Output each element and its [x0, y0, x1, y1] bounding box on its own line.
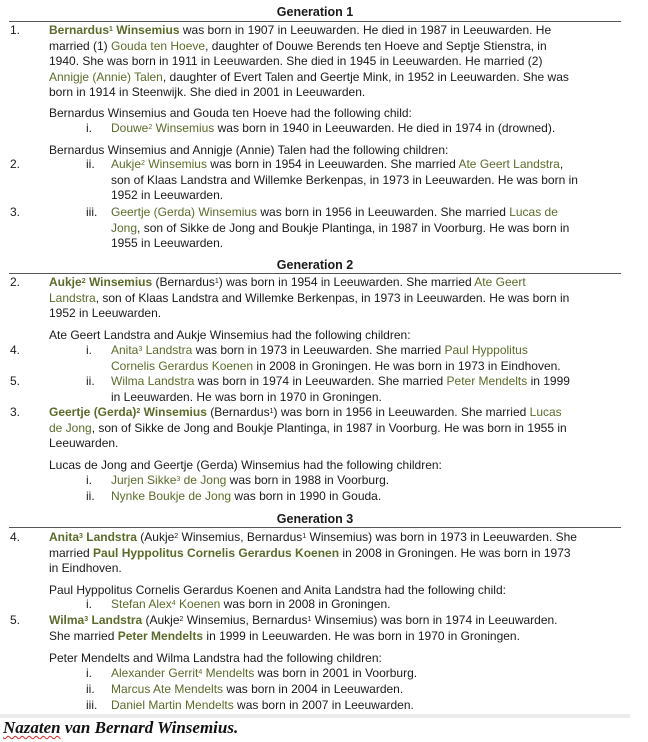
child-name[interactable]: Marcus Ate Mendelts: [111, 682, 224, 696]
child-roman: iii.: [86, 205, 98, 219]
children-intro: Bernardus Winsemius and Annigje (Annie) Talen had the following children:: [49, 143, 449, 157]
child-roman: iii.: [86, 698, 98, 712]
children-intro: Peter Mendelts and Wilma Landstra had the following children:: [49, 651, 382, 665]
child-roman: i.: [86, 666, 92, 680]
generation-3-rule: [9, 527, 621, 528]
person-name[interactable]: Anita$^3$ Landstra: [49, 530, 137, 544]
spellcheck-underlined-word[interactable]: Nazaten: [3, 718, 61, 737]
child-name[interactable]: Wilma Landstra: [111, 374, 195, 388]
figure-caption: Nazaten van Bernard Winsemius.: [3, 718, 239, 737]
spouse-name[interactable]: Peter Mendelts: [446, 374, 528, 388]
entry-number: 5.: [10, 613, 21, 627]
child-name[interactable]: Daniel Martin Mendelts: [111, 698, 234, 712]
child-name[interactable]: Nynke Boukje de Jong: [111, 489, 232, 503]
entry-text: Bernardus$^1$ Winsemius was born in 1907 in Leeuwarden. He died in 1987 in Leeuwarden. He married (1) Gouda ten Hoeve, daughter of Douwe Berends ten Hoeve and Septje Stienstra, in 1940. She was born in 1911 in Leeuwarden. She died in 1945 in Leeuwarden. He married (2) Annigje (Annie) Talen, daughter of Evert Talen and Geertje Mink, in 1952 in Leeuwarden. She was born in 1914 in Steenwijk. She died in 2001 in Leeuwarden.: [49, 23, 569, 99]
spouse-name[interactable]: Ate Geert: [474, 275, 526, 289]
entry-number: 2.: [10, 275, 21, 289]
spouse-name[interactable]: Paul Hyppolitus: [444, 343, 528, 357]
child-roman: i.: [86, 597, 92, 611]
spouse-name[interactable]: Ate Geert Landstra: [458, 157, 560, 171]
spouse-name[interactable]: Jong: [111, 220, 138, 235]
children-intro: Bernardus Winsemius and Gouda ten Hoeve had the following child:: [49, 106, 412, 120]
spouse-name[interactable]: Landstra: [49, 290, 96, 305]
spouse-name[interactable]: Gouda ten Hoeve: [111, 38, 206, 53]
entry-number: 4.: [10, 343, 21, 357]
child-roman: i.: [86, 343, 92, 357]
child-name[interactable]: Douwe$^2$ Winsemius: [111, 121, 215, 135]
child-roman: ii.: [86, 374, 95, 388]
generation-2-rule: [9, 273, 621, 274]
children-intro: Ate Geert Landstra and Aukje Winsemius had the following children:: [49, 328, 411, 342]
person-name[interactable]: Wilma$^3$ Landstra: [49, 613, 143, 627]
generation-1-heading: Generation 1: [276, 5, 354, 19]
child-roman: i.: [86, 121, 92, 135]
child-roman: ii.: [86, 489, 95, 503]
spouse-name[interactable]: Lucas de: [509, 205, 558, 219]
spouse-name[interactable]: de Jong: [49, 420, 92, 435]
child-name[interactable]: Aukje$^2$ Winsemius: [111, 157, 207, 171]
person-name[interactable]: Bernardus$^1$ Winsemius: [49, 23, 180, 37]
spouse-name[interactable]: Lucas: [529, 405, 562, 419]
child-roman: i.: [86, 473, 92, 487]
person-name[interactable]: Aukje$^2$ Winsemius: [49, 275, 153, 289]
generation-3-heading: Generation 3: [276, 512, 354, 526]
child-roman: ii.: [86, 157, 95, 171]
child-name[interactable]: Anita$^3$ Landstra: [111, 343, 193, 357]
generation-2-heading: Generation 2: [276, 258, 354, 272]
children-intro: Paul Hyppolitus Cornelis Gerardus Koenen and Anita Landstra had the following child:: [49, 583, 506, 597]
child-name[interactable]: Jurjen Sikke$^3$ de Jong: [111, 473, 227, 487]
child-roman: ii.: [86, 682, 95, 696]
entry-number: 5.: [10, 374, 21, 388]
entry-number: 2.: [10, 157, 21, 171]
child-name[interactable]: Alexander Gerrit$^4$ Mendelts: [111, 666, 255, 680]
spouse-name[interactable]: Annigje (Annie) Talen: [49, 69, 163, 84]
generation-1-rule: [9, 21, 621, 22]
entry-number: 3.: [10, 205, 21, 219]
spouse-name[interactable]: Paul Hyppolitus Cornelis Gerardus Koenen: [93, 545, 340, 560]
children-intro: Lucas de Jong and Geertje (Gerda) Winsemius had the following children:: [49, 458, 442, 472]
child-name[interactable]: Geertje (Gerda) Winsemius: [111, 205, 258, 219]
entry-number: 3.: [10, 405, 21, 419]
child-name[interactable]: Stefan Alex$^4$ Koenen: [111, 597, 221, 611]
entry-number: 4.: [10, 530, 21, 544]
person-name[interactable]: Geertje (Gerda)$^2$ Winsemius: [49, 405, 207, 419]
spouse-name[interactable]: Cornelis Gerardus Koenen: [111, 358, 254, 373]
entry-number: 1.: [10, 23, 21, 37]
spouse-name[interactable]: Peter Mendelts: [117, 628, 204, 643]
